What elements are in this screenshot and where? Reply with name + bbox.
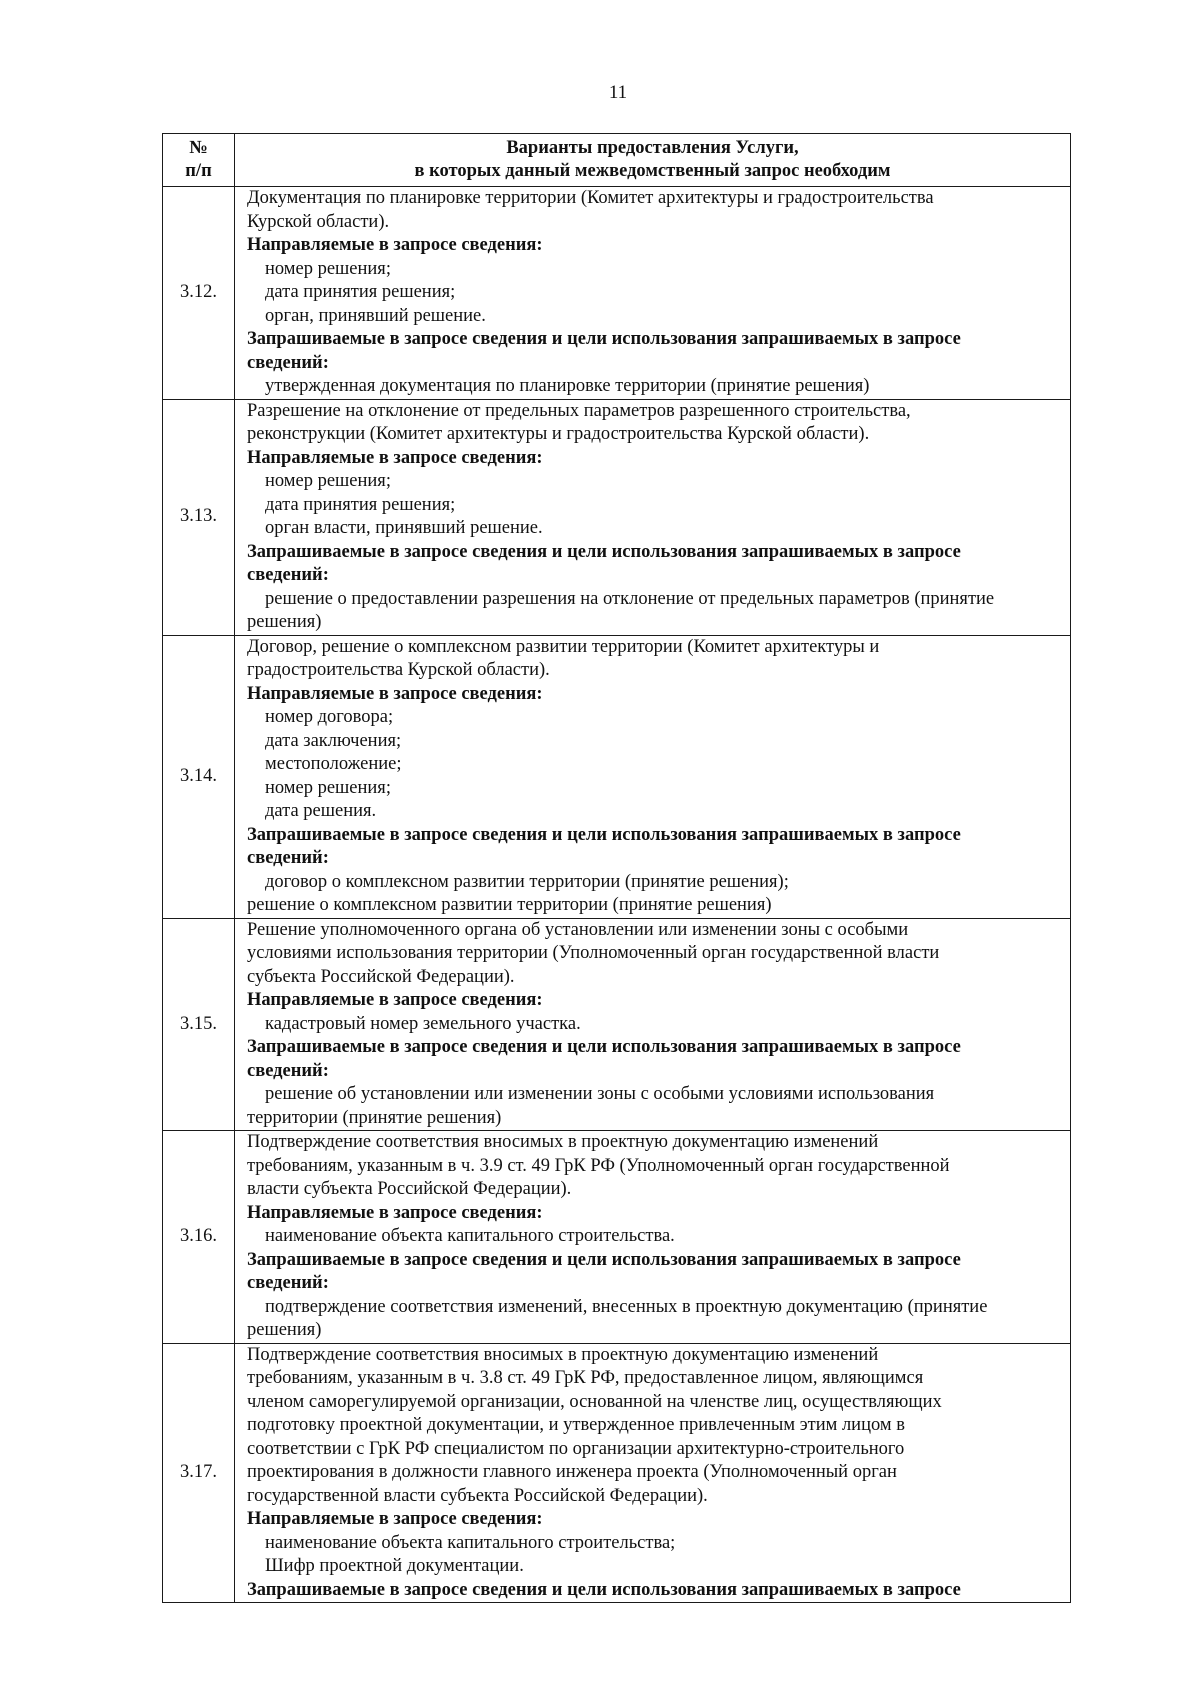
table-row bbox=[163, 918, 1071, 1131]
table-row bbox=[163, 1343, 1071, 1603]
requested-data-item: решения) bbox=[247, 1320, 322, 1340]
table-row bbox=[163, 635, 1071, 918]
sent-data-heading: Направляемые в запросе сведения: bbox=[247, 447, 543, 468]
sent-data-item: номер решения; bbox=[265, 258, 391, 279]
row-number: 3.14. bbox=[163, 635, 235, 918]
service-description-line: Курской области). bbox=[247, 211, 390, 232]
service-description-line: членом саморегулируемой организации, основанной на членстве лиц, осуществляющих bbox=[247, 1391, 942, 1412]
table-body bbox=[163, 187, 1071, 1603]
row-content bbox=[235, 1343, 1071, 1603]
sent-data-item: дата принятия решения; bbox=[265, 494, 456, 515]
requested-data-heading: Запрашиваемые в запросе сведения и цели использования запрашиваемых в запросе bbox=[247, 541, 961, 562]
service-description-line: градостроительства Курской области). bbox=[247, 660, 550, 680]
row-number: 3.13. bbox=[163, 399, 235, 635]
row-number: 3.16. bbox=[163, 1131, 235, 1344]
sent-data-item: орган, принявший решение. bbox=[265, 305, 486, 326]
requested-data-heading-cont: сведений: bbox=[247, 1060, 329, 1081]
sent-data-item: номер договора; bbox=[265, 707, 394, 727]
requested-data-item: решение об установлении или изменении зоны с особыми условиями использования bbox=[265, 1084, 935, 1104]
service-description-line: Договор, решение о комплексном развитии территории (Комитет архитектуры и bbox=[247, 636, 880, 657]
sent-data-item: местоположение; bbox=[265, 754, 402, 774]
sent-data-heading: Направляемые в запросе сведения: bbox=[247, 990, 543, 1010]
sent-data-item: Шифр проектной документации. bbox=[265, 1556, 524, 1576]
service-description-line: Подтверждение соответствия вносимых в проектную документацию изменений bbox=[247, 1344, 879, 1365]
sent-data-heading: Направляемые в запросе сведения: bbox=[247, 683, 543, 704]
requested-data-heading-cont: сведений: bbox=[247, 352, 329, 373]
requested-data-item: решения) bbox=[247, 612, 322, 632]
header-title-cell bbox=[235, 134, 1071, 187]
requested-data-heading: Запрашиваемые в запросе сведения и цели использования запрашиваемых в запросе bbox=[247, 329, 961, 349]
header-title-line-2: в которых данный межведомственный запрос необходим bbox=[414, 161, 891, 181]
sent-data-item: наименование объекта капитального строительства. bbox=[265, 1226, 675, 1246]
service-description-line: подготовку проектной документации, и утвержденное привлеченным этим лицом в bbox=[247, 1415, 905, 1435]
requested-data-item: территории (принятие решения) bbox=[247, 1107, 502, 1128]
service-description-line: требованиям, указанным в ч. 3.8 ст. 49 ГрК РФ, предоставленное лицом, являющимся bbox=[247, 1368, 924, 1388]
table-row bbox=[163, 187, 1071, 400]
requested-data-heading: Запрашиваемые в запросе сведения и цели использования запрашиваемых в запросе bbox=[247, 1037, 961, 1057]
requested-data-heading-cont: сведений: bbox=[247, 848, 329, 868]
table-header-row bbox=[163, 134, 1071, 187]
service-description-line: соответствии с ГрК РФ специалистом по организации архитектурно-строительного bbox=[247, 1438, 905, 1459]
sent-data-item: номер решения; bbox=[265, 777, 391, 798]
row-content bbox=[235, 1131, 1071, 1344]
sent-data-item: дата заключения; bbox=[265, 730, 402, 751]
row-number: 3.12. bbox=[163, 187, 235, 400]
requested-data-item: договор о комплексном развитии территории (принятие решения); bbox=[265, 871, 789, 892]
requested-data-item: решение о предоставлении разрешения на отклонение от предельных параметров (принятие bbox=[265, 588, 995, 609]
sent-data-item: наименование объекта капитального строительства; bbox=[265, 1532, 676, 1553]
requested-data-heading-cont: сведений: bbox=[247, 565, 329, 585]
service-description-line: Решение уполномоченного органа об установлении или изменении зоны с особыми bbox=[247, 919, 909, 940]
service-description-line: Подтверждение соответствия вносимых в проектную документацию изменений bbox=[247, 1132, 879, 1152]
sent-data-item: кадастровый номер земельного участка. bbox=[265, 1013, 581, 1034]
service-description-line: Документация по планировке территории (Комитет архитектуры и градостроительства bbox=[247, 188, 934, 208]
sent-data-heading: Направляемые в запросе сведения: bbox=[247, 235, 543, 255]
requests-table bbox=[162, 133, 1071, 1603]
page-number: 11 bbox=[608, 82, 628, 103]
requested-data-heading: Запрашиваемые в запросе сведения и цели использования запрашиваемых в запросе bbox=[247, 1579, 961, 1600]
sent-data-item: дата решения. bbox=[265, 801, 377, 821]
requested-data-heading-cont: сведений: bbox=[247, 1273, 329, 1293]
row-number: 3.15. bbox=[163, 918, 235, 1131]
service-description-line: реконструкции (Комитет архитектуры и градостроительства Курской области). bbox=[247, 424, 870, 444]
requested-data-item: решение о комплексном развитии территории (принятие решения) bbox=[247, 895, 772, 915]
header-number-abbr: п/п bbox=[185, 161, 212, 181]
requested-data-heading: Запрашиваемые в запросе сведения и цели использования запрашиваемых в запросе bbox=[247, 1249, 961, 1270]
table-row bbox=[163, 399, 1071, 635]
requested-data-item: подтверждение соответствия изменений, внесенных в проектную документацию (принятие bbox=[265, 1296, 988, 1317]
service-description-line: проектирования в должности главного инженера проекта (Уполномоченный орган bbox=[247, 1462, 897, 1482]
sent-data-item: орган власти, принявший решение. bbox=[265, 518, 543, 538]
row-content bbox=[235, 635, 1071, 918]
requested-data-heading: Запрашиваемые в запросе сведения и цели использования запрашиваемых в запросе bbox=[247, 824, 961, 845]
row-content bbox=[235, 187, 1071, 400]
service-description-line: власти субъекта Российской Федерации). bbox=[247, 1179, 572, 1199]
sent-data-item: номер решения; bbox=[265, 471, 391, 491]
service-description-line: условиями использования территории (Уполномоченный орган государственной власти bbox=[247, 943, 940, 963]
service-description-line: государственной власти субъекта Российской Федерации). bbox=[247, 1485, 708, 1506]
row-content bbox=[235, 918, 1071, 1131]
table-row bbox=[163, 1131, 1071, 1344]
sent-data-heading: Направляемые в запросе сведения: bbox=[247, 1509, 543, 1529]
header-number-cell bbox=[163, 134, 235, 187]
row-content bbox=[235, 399, 1071, 635]
requested-data-item: утвержденная документация по планировке территории (принятие решения) bbox=[265, 376, 870, 396]
service-description-line: Разрешение на отклонение от предельных параметров разрешенного строительства, bbox=[247, 400, 911, 421]
service-description-line: требованиям, указанным в ч. 3.9 ст. 49 ГрК РФ (Уполномоченный орган государственной bbox=[247, 1155, 950, 1176]
header-number-symbol: № bbox=[189, 138, 208, 158]
sent-data-item: дата принятия решения; bbox=[265, 282, 456, 302]
header-title-line-1: Варианты предоставления Услуги, bbox=[506, 138, 799, 158]
service-description-line: субъекта Российской Федерации). bbox=[247, 966, 515, 987]
row-number: 3.17. bbox=[163, 1343, 235, 1603]
sent-data-heading: Направляемые в запросе сведения: bbox=[247, 1202, 543, 1223]
